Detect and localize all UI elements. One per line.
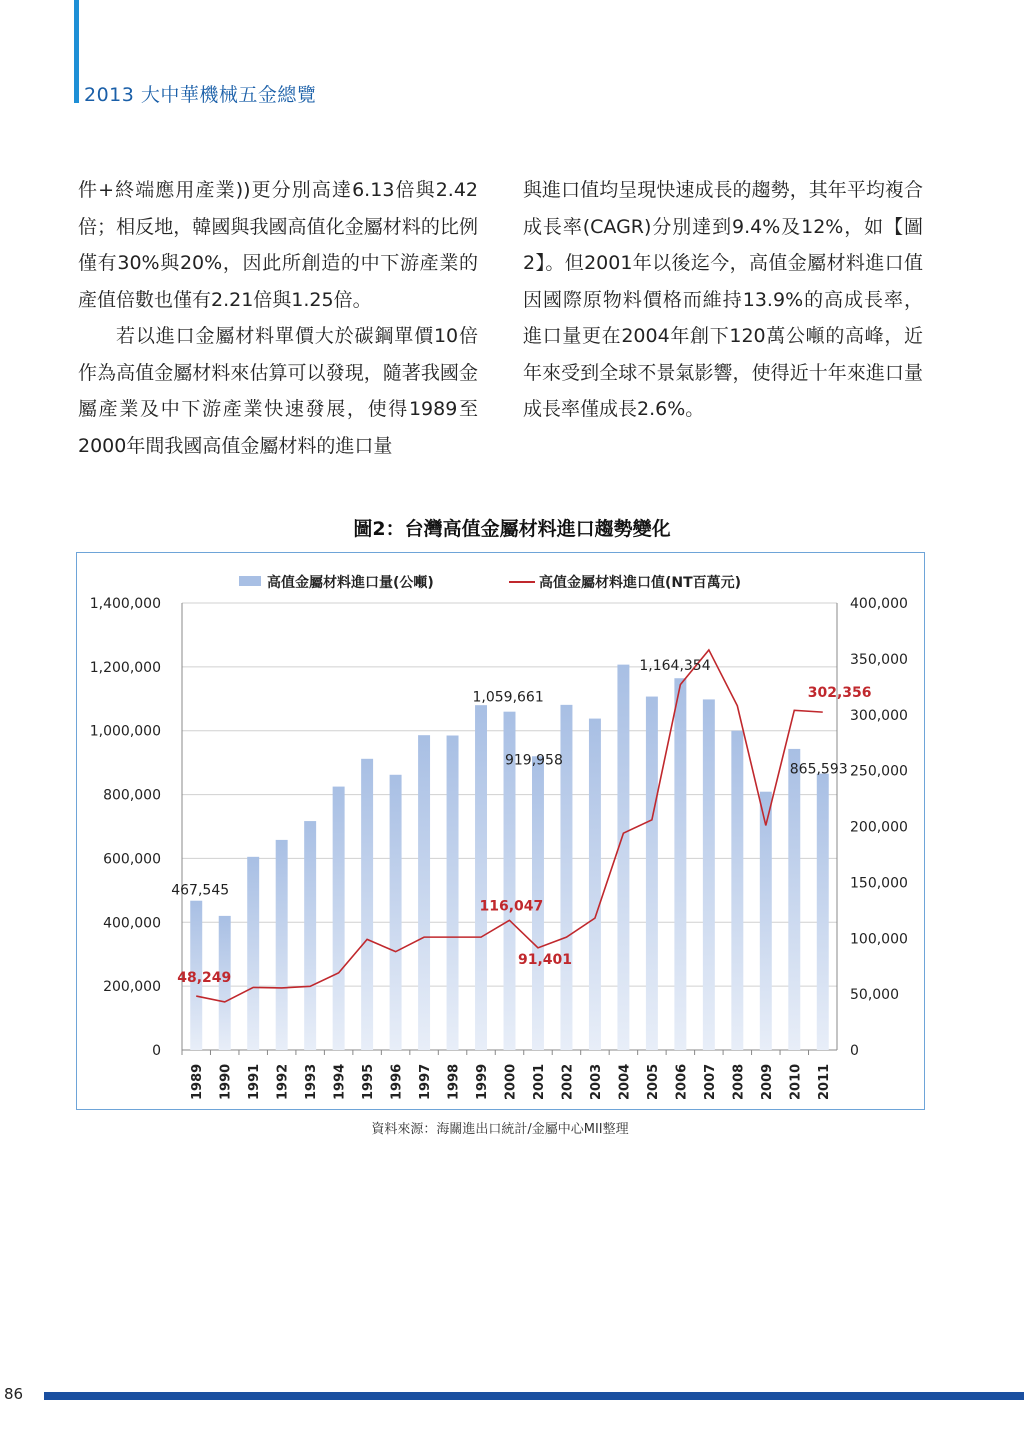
y-right-tick-label: 250,000 — [850, 763, 908, 780]
y-left-tick-label: 200,000 — [103, 979, 161, 996]
x-tick-label: 2010 — [788, 1063, 804, 1100]
bar — [788, 749, 800, 1050]
x-tick-label: 2008 — [731, 1063, 747, 1100]
data-label: 865,593 — [789, 761, 848, 778]
x-tick-label: 1989 — [190, 1063, 206, 1100]
data-label: 48,249 — [177, 970, 232, 987]
x-tick-label: 2007 — [702, 1063, 718, 1100]
paragraph: 若以進口金屬材料單價大於碳鋼單價10倍作為高值金屬材料來估算可以發現，隨著我國金屬產業及中下游產業快速發展，使得1989至2000年間我國高值金屬材料的進口量 — [78, 325, 478, 457]
x-tick-label: 1995 — [361, 1063, 377, 1100]
y-right-tick-label: 150,000 — [850, 875, 908, 892]
running-header: 2013 大中華機械五金總覽 — [84, 84, 317, 106]
footer-rule — [44, 1392, 1024, 1400]
bar — [646, 697, 658, 1050]
x-tick-label: 1992 — [275, 1063, 291, 1100]
y-right-tick-label: 0 — [850, 1043, 859, 1059]
paragraph: 與進口值均呈現快速成長的趨勢，其年平均複合成長率(CAGR)分別達到9.4%及12%，如【圖2】。但2001年以後迄今，高值金屬材料進口值因國際原物料價格而維持13.9%的高成長率，進口量更在2004年創下120萬公噸的高峰，近年來受到全球不景氣影響，使得近十年來進口量成長率僅成長2.6%。 — [523, 179, 923, 420]
bar — [617, 665, 629, 1050]
y-right-tick-label: 200,000 — [850, 819, 908, 836]
x-tick-label: 2002 — [560, 1063, 576, 1100]
y-right-tick-label: 50,000 — [850, 987, 899, 1004]
data-label: 1,164,354 — [639, 658, 711, 675]
x-tick-label: 1990 — [218, 1063, 234, 1100]
x-tick-label: 2001 — [531, 1063, 547, 1100]
bar — [674, 678, 686, 1050]
x-tick-label: 2009 — [759, 1063, 775, 1100]
y-left-tick-label: 1,400,000 — [89, 596, 161, 612]
y-right-tick-label: 100,000 — [850, 931, 908, 948]
bar — [418, 735, 430, 1050]
y-right-tick-label: 400,000 — [850, 596, 908, 612]
bar — [304, 821, 316, 1050]
legend-label: 高值金屬材料進口值(NT百萬元) — [539, 575, 742, 591]
data-label: 116,047 — [479, 898, 544, 915]
y-right-tick-label: 350,000 — [850, 651, 908, 668]
data-label: 91,401 — [517, 951, 573, 968]
bar — [276, 840, 288, 1050]
bar — [731, 731, 743, 1050]
bar — [760, 792, 772, 1050]
bar — [390, 775, 402, 1050]
paragraph: 件+終端應用產業))更分別高達6.13倍與2.42倍；相反地，韓國與我國高值化金屬材料的比例僅有30%與20%，因此所創造的中下游產業的產值倍數也僅有2.21倍與1.25倍。 — [78, 179, 478, 311]
bar — [817, 774, 829, 1050]
page-number: 86 — [4, 1385, 24, 1403]
x-tick-label: 1997 — [418, 1063, 434, 1100]
bar — [361, 759, 373, 1050]
data-label: 919,958 — [504, 752, 563, 769]
x-tick-label: 2000 — [503, 1063, 519, 1100]
bar — [589, 719, 601, 1050]
combo-chart — [77, 553, 924, 1109]
y-left-tick-label: 400,000 — [103, 915, 161, 932]
x-tick-label: 2006 — [674, 1063, 690, 1100]
text-column-right — [523, 172, 923, 428]
figure-source: 資料來源：海關進出口統計/金屬中心MII整理 — [371, 1122, 629, 1137]
x-tick-label: 1996 — [389, 1063, 405, 1100]
y-left-tick-label: 800,000 — [103, 787, 161, 804]
x-tick-label: 1999 — [475, 1063, 491, 1100]
data-label: 467,545 — [171, 882, 230, 899]
x-tick-label: 2005 — [645, 1063, 661, 1100]
x-tick-label: 2003 — [588, 1063, 604, 1100]
bar — [247, 857, 259, 1050]
data-label: 1,059,661 — [472, 689, 544, 706]
x-tick-label: 1991 — [247, 1063, 263, 1100]
y-left-tick-label: 600,000 — [103, 851, 161, 868]
bar — [333, 787, 345, 1050]
y-left-tick-label: 0 — [152, 1043, 161, 1059]
x-tick-label: 1998 — [446, 1063, 462, 1100]
bar — [475, 705, 487, 1050]
y-right-tick-label: 300,000 — [850, 707, 908, 724]
text-column-left — [78, 172, 478, 464]
bar — [703, 699, 715, 1050]
data-label: 302,356 — [807, 685, 872, 702]
x-tick-label: 2011 — [816, 1063, 832, 1100]
legend-swatch-bars — [239, 576, 261, 586]
bar — [447, 736, 459, 1050]
x-tick-label: 1993 — [304, 1063, 320, 1100]
legend-label: 高值金屬材料進口量(公噸) — [267, 575, 434, 591]
x-tick-label: 1994 — [332, 1063, 348, 1100]
x-tick-label: 2004 — [617, 1063, 633, 1100]
y-left-tick-label: 1,200,000 — [89, 659, 161, 676]
header-accent-bar — [74, 0, 79, 103]
chart-frame — [76, 552, 925, 1110]
y-left-tick-label: 1,000,000 — [89, 723, 161, 740]
figure-title: 圖2：台灣高值金屬材料進口趨勢變化 — [353, 518, 671, 540]
